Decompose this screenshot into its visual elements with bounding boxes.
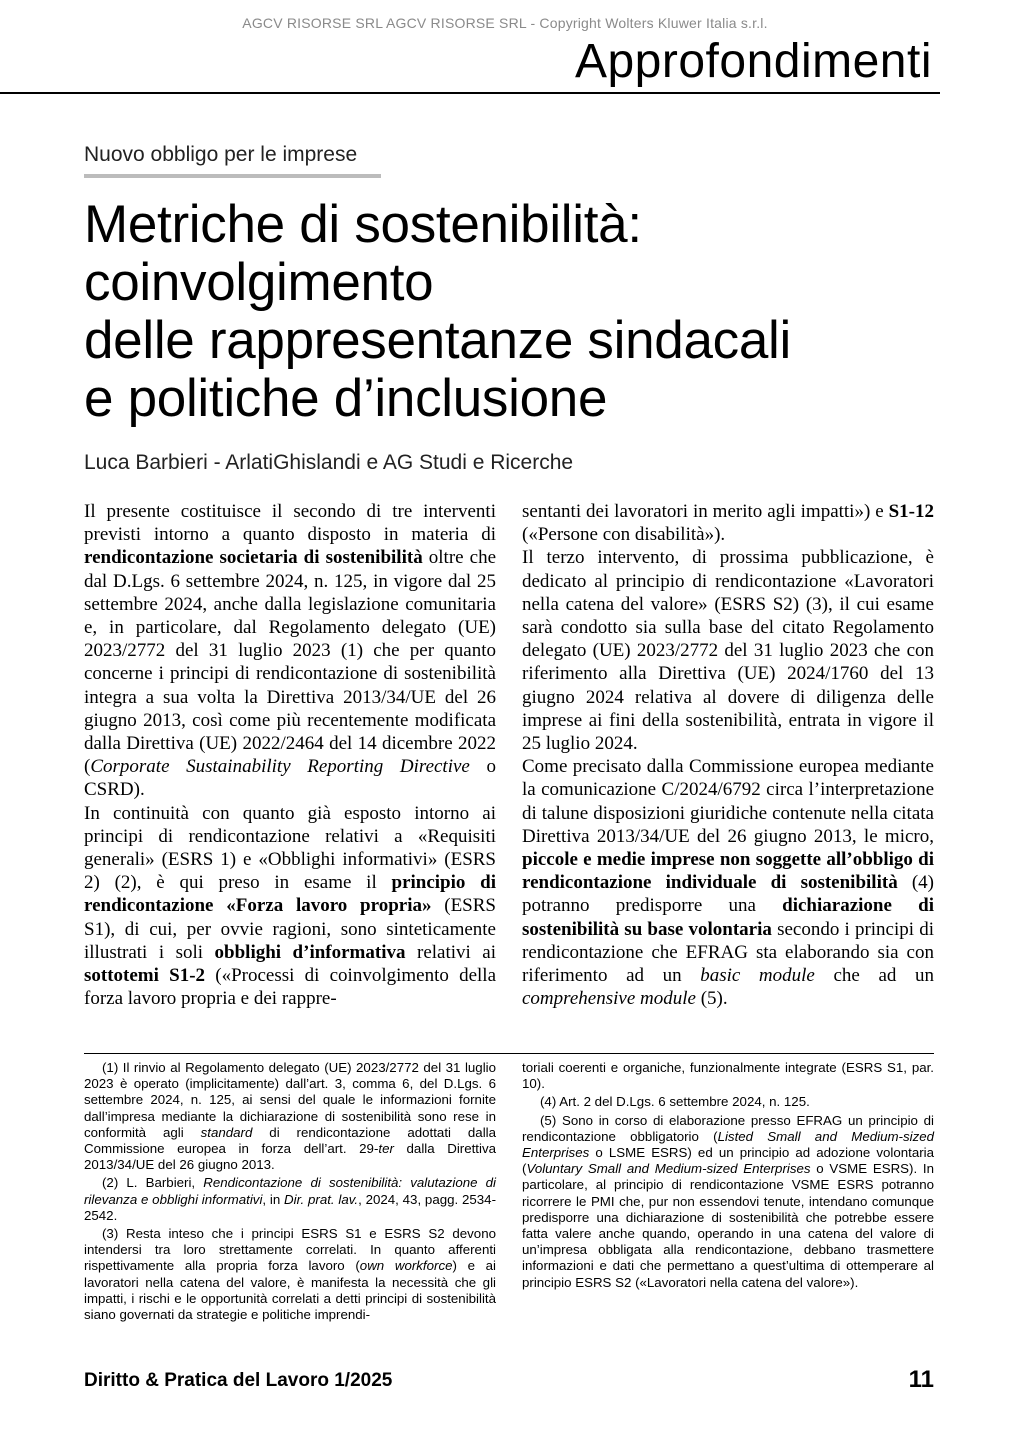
text-run: (5) Sono in corso di elaborazione presso EFRAG un principio di rendicontazione obbligatorio ( [522,1112,934,1144]
text-run: Come precisato dalla Commissione europea mediante la comunicazione C/2024/6792 circa l’interpretazione di talune disposizioni giuridiche contenute nella citata Direttiva 2013/34/UE del 26 giugno 2013, le micro, [522,756,934,847]
italic-text: own workforce [359,1258,453,1274]
bold-text: dichiarazione di sostenibilità su base volontaria [522,895,934,940]
italic-text: Rendicontazione di sostenibilità: valutazione di rilevanza e obblighi informativi [84,1175,497,1207]
text-run: Il presente costituisce il secondo di tre interventi previsti intorno a quanto disposto in materia di [84,501,496,546]
text-run: (5). [695,988,728,1010]
text-run: dalla Direttiva 2013/34/UE del 26 giugno 2013. [84,1141,497,1173]
text-run: , in [262,1191,285,1207]
body-column-right [522,500,934,1010]
text-run: toriali coerenti e organiche, funzionalmente integrate (ESRS S1, par. 10). [522,1060,934,1092]
title-line: coinvolgimento [84,253,434,312]
text-run: ) e ai lavoratori nella catena del valore, è manifesta la necessità che gli impatti, i rischi e le opportunità correlati a detti principi di sostenibilità siano governati da strategie e politiche imprendi- [84,1258,497,1323]
text-run: secondo i principi di rendicontazione che EFRAG sta elaborando sia con riferimento ad un [522,918,934,987]
text-run: In continuità con quanto già esposto intorno ai principi di rendicontazione relativi a «Requisiti generali» (ESRS 1) e «Obblighi informativi» (ESRS 2) (2), è qui preso in esame il [84,802,496,894]
text-run: , 2024, 43, pagg. 2534-2542. [84,1191,496,1223]
text-run: («Persone con disabilità»). [522,524,726,546]
footnote [84,1226,496,1323]
text-run: oltre che dal D.Lgs. 6 settembre 2024, n. 125, in vigore dal 25 settembre 2024, anche dalla legislazione comunitaria e, in particolare, dal Regolamento delegato (UE) 2023/2772 del 31 luglio 2023 (1) che per quanto concerne i principi di rendicontazione di sostenibilità integra a sua volta la Direttiva 2013/34/UE del 26 giugno 2013, così come più recentemente modificata dalla Direttiva (UE) 2022/2464 del 14 dicembre 2022 ( [84,547,496,778]
footnote [522,1060,934,1092]
text-run: (3) Resta inteso che i principi ESRS S1 e ESRS S2 devono intendersi tra loro strettamente correlati. In quanto afferenti rispettivamente alla propria forza lavoro ( [84,1226,496,1274]
text-run: (2) L. Barbieri, [102,1175,204,1191]
italic-text: ter [378,1141,394,1157]
italic-text: Dir. prat. lav. [284,1191,359,1207]
italic-text: basic module [700,965,815,987]
footnotes-left [84,1060,496,1325]
footnotes-right [522,1060,934,1293]
title-line: e politiche d’inclusione [84,369,608,428]
paragraph [84,802,496,1011]
section-header: Approfondimenti [574,35,932,88]
article-kicker: Nuovo obbligo per le imprese [84,143,358,166]
footnote [84,1060,496,1173]
header-rule [0,92,940,94]
kicker-underline [84,174,381,178]
bold-text: rendicontazione societaria di sostenibilità [84,547,423,569]
text-run: (4) potranno predisporre una [522,872,935,917]
paragraph [522,546,934,755]
page-number: 11 [908,1366,934,1393]
footnote-rule [84,1053,934,1054]
footnote [522,1094,934,1110]
bold-text: piccole e medie imprese non soggette all’obbligo di rendicontazione individuale di sostenibilità [522,849,934,894]
text-run: («Processi di coinvolgimento della forza lavoro propria e dei rappre- [84,965,496,1010]
footnote [84,1175,496,1224]
paragraph [522,755,934,1010]
article-author: Luca Barbieri - ArlatiGhislandi e AG Studi e Ricerche [84,451,574,474]
body-column-left [84,500,496,1010]
italic-text: comprehensive module [522,988,696,1010]
italic-text: Voluntary Small and Medium-sized Enterprises [526,1161,811,1177]
paragraph [522,500,934,546]
italic-text: Corporate Sustainability Reporting Directive [90,756,470,778]
text-run: Il terzo intervento, di prossima pubblicazione, è dedicato al principio di rendicontazione «Lavoratori nella catena del valore» (ESRS S2) (3), il cui esame sarà condotto sia sulla base del citato Regolamento delegato (UE) 2023/2772 del 31 luglio 2023 che con riferimento alla Direttiva (UE) 2024/1760 del 13 giugno 2024 relativa al dovere di diligenza delle imprese ai fini della sostenibilità, entrata in vigore il 25 luglio 2024. [522,547,934,755]
copyright-watermark: AGCV RISORSE SRL AGCV RISORSE SRL - Copyright Wolters Kluwer Italia s.r.l. [242,15,768,31]
article-title [84,196,944,428]
paragraph [84,500,496,802]
bold-text: principio di rendicontazione «Forza lavoro propria» [84,872,497,917]
text-run: relativi ai [405,941,496,963]
text-run: o CSRD). [84,756,496,801]
text-run: che ad un [814,965,934,987]
title-line: delle rappresentanze sindacali [84,311,791,370]
journal-name: Diritto & Pratica del Lavoro 1/2025 [84,1370,393,1391]
italic-text: standard [200,1124,253,1140]
footnote [522,1113,934,1291]
text-run: o VSME ESRS). In particolare, al principio di rendicontazione VSME ESRS potranno ricorrere le PMI che, pur non essendovi tenute, intendano comunque predisporre una dichiarazione di sostenibilità che potrebbe essere fatta valere anche quando, operando in una catena del valore di un’impresa obbligata alla rendicontazione, debbano trasmettere informazioni e dati che permettano a quest’ultima di ottemperare al principio ESRS S2 («Lavoratori nella catena del valore»). [522,1161,934,1290]
text-run: di rendicontazione adottati dalla Commissione europea in forza dell’art. 29- [84,1124,496,1157]
text-run: (4) Art. 2 del D.Lgs. 6 settembre 2024, n. 125. [540,1094,810,1110]
text-run: o LSME ESRS) ed un principio ad adozione volontaria ( [522,1145,934,1177]
text-run: (ESRS S1), di cui, per ovvie ragioni, sono sinteticamente illustrati i soli [84,895,496,963]
text-run: (1) Il rinvio al Regolamento delegato (UE) 2023/2772 del 31 luglio 2023 è operato (implicitamente) dall’art. 3, comma 6, del D.Lgs. 6 settembre 2024, n. 125, ai sensi del quale le informazioni fornite dall’impresa mediante la dichiarazione di sostenibilità sono rese in conformità agli [84,1060,496,1140]
italic-text: Listed Small and Medium-sized Enterprises [522,1128,935,1161]
bold-text: sottotemi S1-2 [84,965,206,987]
text-run: sentanti dei lavoratori in merito agli impatti») e [522,501,889,522]
bold-text: obblighi d’informativa [214,941,406,963]
title-line: Metriche di sostenibilità: [84,195,642,254]
bold-text: S1-12 [888,501,934,522]
